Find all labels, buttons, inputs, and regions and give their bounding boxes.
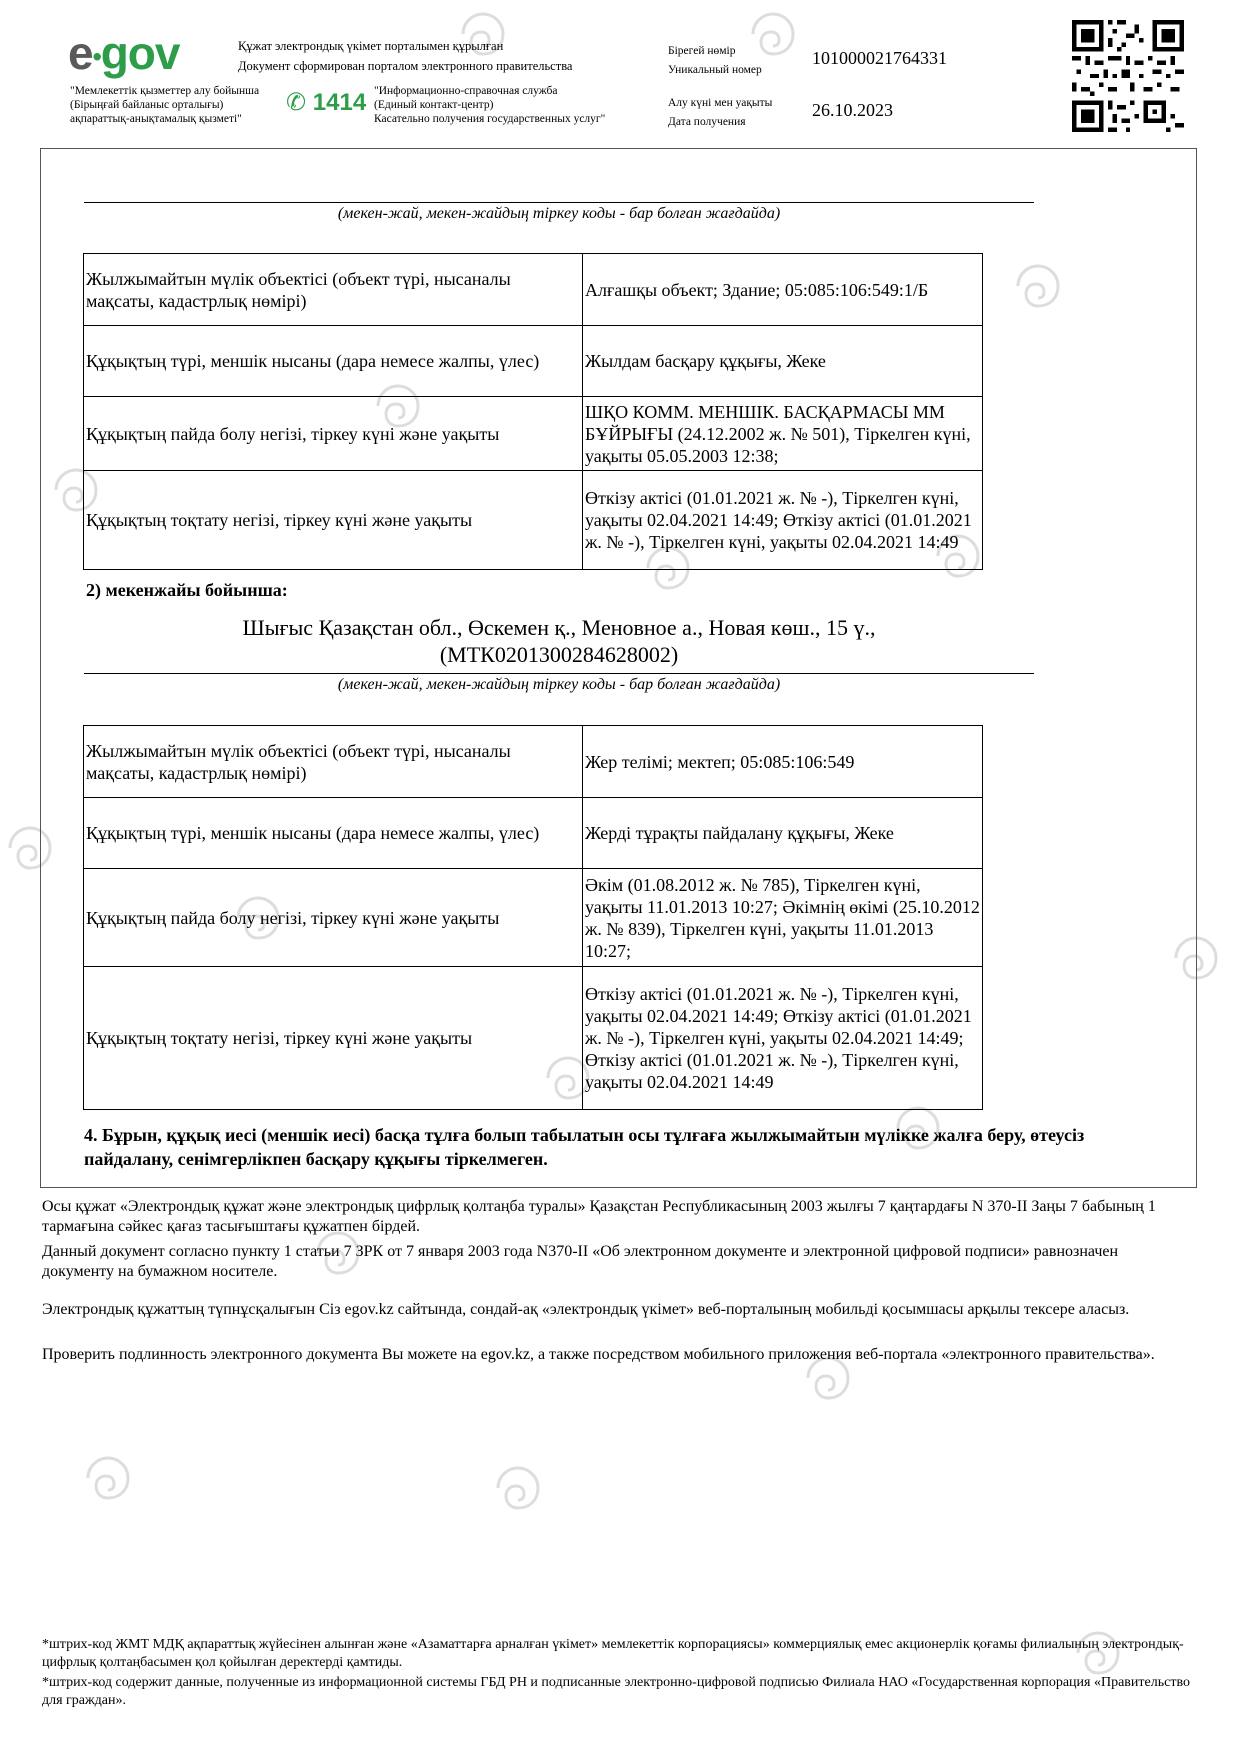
address-caption: (мекен-жай, мекен-жайдың тіркеу коды - бар болған жағдайда): [337, 676, 781, 693]
address-text: Шығыс Қазақстан обл., Өскемен қ., Меновное а., Новая көш., 15 ү., (МТК0201300284628002): [242, 615, 876, 667]
address-underline: [84, 673, 1034, 674]
portal-statement-ru: Документ сформирован порталом электронного правительства: [238, 59, 573, 73]
property-table-2: [83, 725, 983, 1110]
barcode-note-ru: *штрих-код содержит данные, полученные из информационной системы ГБД РН и подписанные электронно-цифровой подписью Филиала НАО «Государственная корпорация «Правительство для граждан».: [42, 1675, 1190, 1708]
table-row: Құқықтың түрі, меншік нысаны (дара немесе жалпы, үлес) Жерді тұрақты пайдалану құқығы, Жеке: [84, 798, 983, 869]
service-info-ru: "Информационно-справочная служба (Единый контакт-центр) Касательно получения государственных услуг": [374, 85, 606, 125]
portal-statement: [238, 36, 572, 76]
barcode-note-kz: *штрих-код ЖМТ МДҚ ақпараттық жүйесінен алынған және «Азаматтарға арналған үкімет» мемлекеттік корпорациясы» коммерциялық емес акционерлік қоғамы филиалының электрондық-цифрлық қолтаңбасымен қол қойылған деректерді қамтиды.: [42, 1637, 1184, 1670]
address-caption: (мекен-жай, мекен-жайдың тіркеу коды - бар болған жағдайда): [337, 205, 781, 222]
legal-statement-kz: Осы құжат «Электрондық құжат және электрондық цифрлық қолтаңба туралы» Қазақстан Республикасының 2003 жылғы 7 қаңтардағы N 370-II Заңы 7 бабының 1 тармағына сәйкес қағаз тасығыштағы құжатпен бірдей.: [42, 1198, 1156, 1235]
portal-statement-kz: Құжат электрондық үкімет порталымен құрылған: [238, 39, 504, 53]
table-row: Жылжымайтын мүлік объектісі (объект түрі, нысаналы мақсаты, кадастрлық нөмірі) Жер телімі; мектеп; 05:085:106:549: [84, 726, 983, 798]
legal-statement-ru: Данный документ согласно пункту 1 статьи 7 ЗРК от 7 января 2003 года N370-II «Об электронном документе и электронной цифровой подписи» равнозначен документу на бумажном носителе.: [42, 1243, 1119, 1280]
table-row: Құқықтың тоқтату негізі, тіркеу күні және уақыты Өткізу актісі (01.01.2021 ж. № -), Тіркелген күні, уақыты 02.04.2021 14:49; Өткізу актісі (01.01.2021 ж. № -), Тіркелген күні, уақыты 02.04.2021 14:49: [84, 471, 983, 570]
date-label: Алу күні мен уақыты Дата получения: [668, 97, 773, 128]
table-row: Жылжымайтын мүлік объектісі (объект түрі, нысаналы мақсаты, кадастрлық нөмірі) Алғашқы объект; Здание; 05:085:106:549:1/Б: [84, 254, 983, 326]
egov-logo: e•gov: [68, 27, 180, 79]
verify-statement-ru: Проверить подлинность электронного документа Вы можете на egov.kz, а также посредством мобильного приложения веб-портала «электронного правительства».: [42, 1346, 1155, 1363]
qr-code-icon: [1072, 20, 1184, 132]
verify-statement-kz: Электрондық құжаттың түпнұсқалығын Сіз egov.kz сайтында, сондай-ақ «электрондық үкімет» веб-порталының мобильді қосымшасы арқылы тексере аласыз.: [42, 1301, 1130, 1318]
receipt-date: 26.10.2023: [812, 100, 893, 120]
phone-icon: ✆: [286, 89, 307, 116]
table-row: Құқықтың пайда болу негізі, тіркеу күні және уақыты Әкім (01.08.2012 ж. № 785), Тіркелген күні, уақыты 11.01.2013 10:27; Әкімнің өкімі (25.10.2012 ж. № 839), Тіркелген күні, уақыты 11.01.2013 10:27;: [84, 869, 983, 967]
watermark-ornament: [490, 1460, 546, 1516]
watermark-ornament: [80, 1450, 136, 1506]
table-row: Құқықтың тоқтату негізі, тіркеу күні және уақыты Өткізу актісі (01.01.2021 ж. № -), Тіркелген күні, уақыты 02.04.2021 14:49; Өткізу актісі (01.01.2021 ж. № -), Тіркелген күні, уақыты 02.04.2021 14:49; Өткізу актісі (01.01.2021 ж. № -), Тіркелген күні, уақыты 02.04.2021 14:49: [84, 967, 983, 1110]
unique-number: 101000021764331: [812, 48, 947, 68]
uid-label: Бірегей нөмір Уникальный номер: [668, 45, 762, 76]
note-4: 4. Бұрын, құқық иесі (меншік иесі) басқа тұлға болып табылатын осы тұлғаға жылжымайтын мүлікке жалға беру, өтеусіз пайдалану, сенімгерлікпен басқару құқығы тіркелмеген.: [84, 1125, 1085, 1169]
service-info-kz: "Мемлекеттік қызметтер алу бойынша (Бірыңғай байланыс орталығы) ақпараттық-анықтамалық қызметі": [70, 85, 260, 125]
table-row: Құқықтың түрі, меншік нысаны (дара немесе жалпы, үлес) Жылдам басқару құқығы, Жеке: [84, 326, 983, 397]
call-center-number: ✆ 1414: [286, 89, 367, 116]
table-row: Құқықтың пайда болу негізі, тіркеу күні және уақыты ШҚО КОММ. МЕНШІК. БАСҚАРМАСЫ ММ БҰЙРЫҒЫ (24.12.2002 ж. № 501), Тіркелген күні, уақыты 05.05.2003 12:38;: [84, 397, 983, 471]
property-table-1: [83, 253, 983, 570]
address-underline: [84, 202, 1034, 203]
section-2-heading: 2) мекенжайы бойынша:: [86, 580, 288, 600]
